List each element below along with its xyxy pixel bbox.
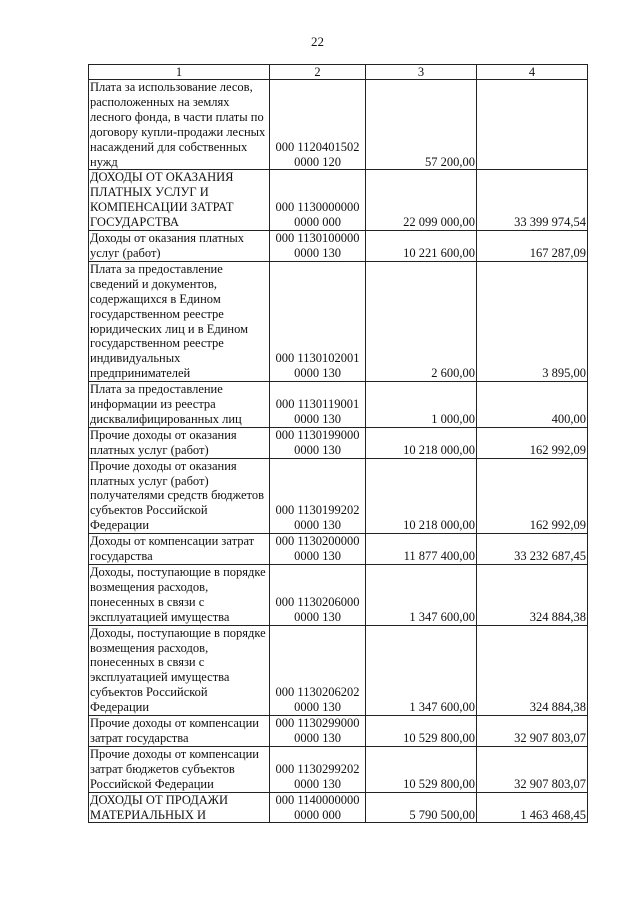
row-code: 000 1130199202 0000 130 xyxy=(270,458,366,534)
row-code: 000 1130299000 0000 130 xyxy=(270,716,366,747)
table-row xyxy=(89,427,588,458)
table-row xyxy=(89,746,588,792)
row-fact: 33 232 687,45 xyxy=(477,534,588,565)
row-name: Прочие доходы от компенсации затрат государства xyxy=(89,716,270,747)
row-name: ДОХОДЫ ОТ ПРОДАЖИ МАТЕРИАЛЬНЫХ И xyxy=(89,792,270,823)
row-plan: 10 221 600,00 xyxy=(366,231,477,262)
table-row xyxy=(89,792,588,823)
table-row xyxy=(89,170,588,231)
table-row xyxy=(89,80,588,170)
row-code: 000 1130200000 0000 130 xyxy=(270,534,366,565)
table-row xyxy=(89,382,588,428)
row-name: ДОХОДЫ ОТ ОКАЗАНИЯ ПЛАТНЫХ УСЛУГ И КОМПЕНСАЦИИ ЗАТРАТ ГОСУДАРСТВА xyxy=(89,170,270,231)
column-header: 1 xyxy=(89,65,270,80)
column-header: 3 xyxy=(366,65,477,80)
page-number: 22 xyxy=(311,34,324,49)
row-fact: 1 463 468,45 xyxy=(477,792,588,823)
row-name: Плата за использование лесов, расположенных на землях лесного фонда, в части платы по договору купли-продажи лесных насаждений для собственных нужд xyxy=(89,80,270,170)
row-plan: 10 529 800,00 xyxy=(366,716,477,747)
row-fact: 32 907 803,07 xyxy=(477,716,588,747)
table-row xyxy=(89,261,588,381)
row-name: Плата за предоставление сведений и документов, содержащихся в Едином государственном реестре юридических лиц и в Едином государственном реестре индивидуальных предпринимателей xyxy=(89,261,270,381)
row-name: Доходы от компенсации затрат государства xyxy=(89,534,270,565)
row-fact: 33 399 974,54 xyxy=(477,170,588,231)
row-fact: 32 907 803,07 xyxy=(477,746,588,792)
row-plan: 11 877 400,00 xyxy=(366,534,477,565)
row-code: 000 1130206000 0000 130 xyxy=(270,565,366,626)
row-plan: 2 600,00 xyxy=(366,261,477,381)
row-fact xyxy=(477,80,588,170)
row-plan: 57 200,00 xyxy=(366,80,477,170)
row-fact: 3 895,00 xyxy=(477,261,588,381)
row-code: 000 1130206202 0000 130 xyxy=(270,625,366,715)
row-fact: 324 884,38 xyxy=(477,565,588,626)
table-row xyxy=(89,716,588,747)
row-name: Доходы от оказания платных услуг (работ) xyxy=(89,231,270,262)
row-fact: 324 884,38 xyxy=(477,625,588,715)
row-fact: 400,00 xyxy=(477,382,588,428)
table-row xyxy=(89,625,588,715)
row-code: 000 1130100000 0000 130 xyxy=(270,231,366,262)
table-header-row xyxy=(89,65,588,80)
row-code: 000 1130102001 0000 130 xyxy=(270,261,366,381)
row-code: 000 1130199000 0000 130 xyxy=(270,427,366,458)
row-fact: 162 992,09 xyxy=(477,458,588,534)
row-plan: 5 790 500,00 xyxy=(366,792,477,823)
row-plan: 10 218 000,00 xyxy=(366,427,477,458)
row-name: Прочие доходы от оказания платных услуг (работ) получателями средств бюджетов субъектов Российской Федерации xyxy=(89,458,270,534)
budget-revenue-table xyxy=(88,64,588,823)
row-plan: 22 099 000,00 xyxy=(366,170,477,231)
row-code: 000 1140000000 0000 000 xyxy=(270,792,366,823)
row-code: 000 1130299202 0000 130 xyxy=(270,746,366,792)
table-row xyxy=(89,231,588,262)
row-plan: 1 000,00 xyxy=(366,382,477,428)
row-name: Плата за предоставление информации из реестра дисквалифицированных лиц xyxy=(89,382,270,428)
row-code: 000 1120401502 0000 120 xyxy=(270,80,366,170)
row-fact: 162 992,09 xyxy=(477,427,588,458)
table-row xyxy=(89,534,588,565)
row-name: Прочие доходы от оказания платных услуг (работ) xyxy=(89,427,270,458)
table-row xyxy=(89,565,588,626)
column-header: 2 xyxy=(270,65,366,80)
table-row xyxy=(89,458,588,534)
row-plan: 1 347 600,00 xyxy=(366,625,477,715)
row-plan: 10 218 000,00 xyxy=(366,458,477,534)
row-plan: 1 347 600,00 xyxy=(366,565,477,626)
row-plan: 10 529 800,00 xyxy=(366,746,477,792)
row-name: Прочие доходы от компенсации затрат бюджетов субъектов Российской Федерации xyxy=(89,746,270,792)
row-name: Доходы, поступающие в порядке возмещения расходов, понесенных в связи с эксплуатацией имущества субъектов Российской Федерации xyxy=(89,625,270,715)
row-fact: 167 287,09 xyxy=(477,231,588,262)
row-code: 000 1130000000 0000 000 xyxy=(270,170,366,231)
column-header: 4 xyxy=(477,65,588,80)
row-code: 000 1130119001 0000 130 xyxy=(270,382,366,428)
row-name: Доходы, поступающие в порядке возмещения расходов, понесенных в связи с эксплуатацией имущества xyxy=(89,565,270,626)
